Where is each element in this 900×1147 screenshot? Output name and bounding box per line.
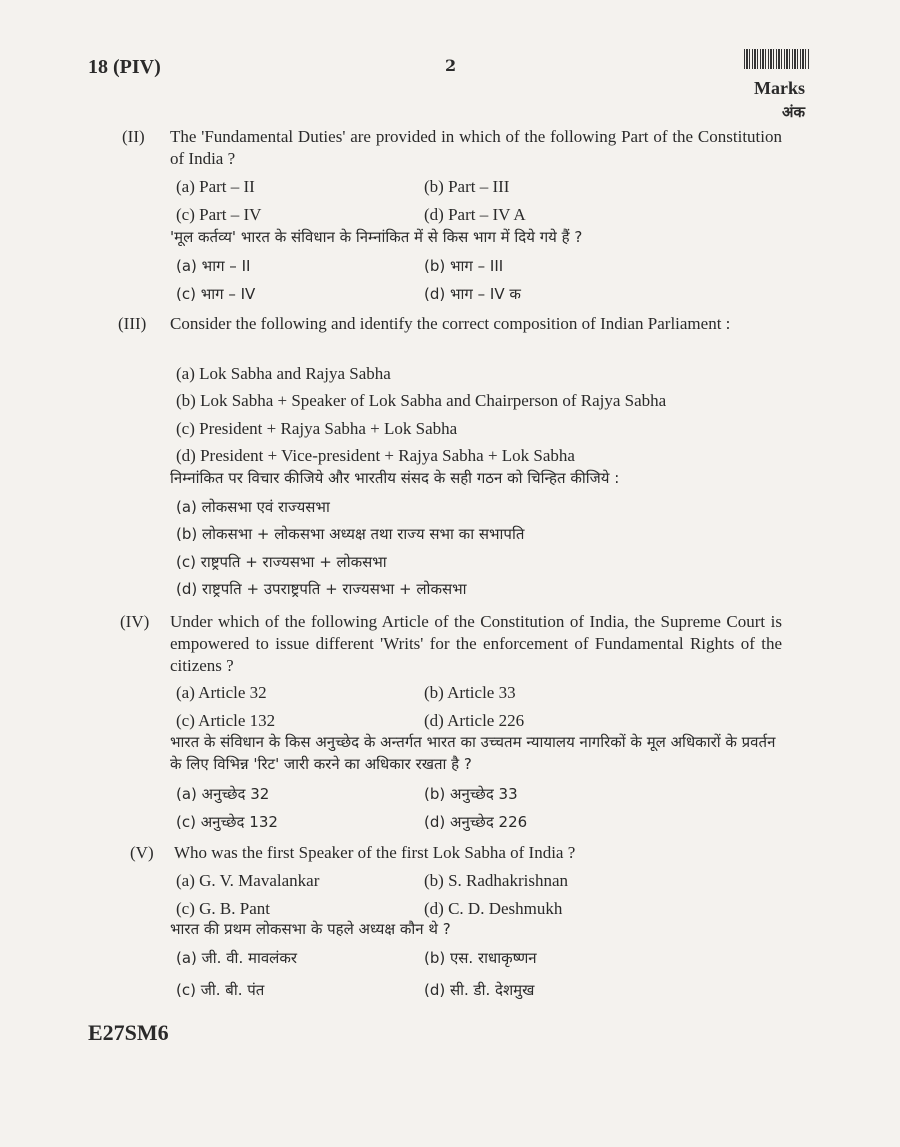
option-en: (d) President + Vice-president + Rajya Sabha + Lok Sabha — [176, 446, 575, 465]
question-number: (III) — [118, 314, 147, 333]
option-en: (a) Lok Sabha and Rajya Sabha — [176, 364, 391, 383]
question-text-hi: निम्नांकित पर विचार कीजिये और भारतीय संसद के सही गठन को चिन्हित कीजिये : — [170, 469, 620, 487]
question-text-hi: भारत की प्रथम लोकसभा के पहले अध्यक्ष कौन थे ? — [170, 920, 451, 938]
option-hi: (c) जी. बी. पंत — [176, 981, 265, 999]
option-hi: (a) भाग – II — [176, 257, 251, 275]
option-en: (d) Part – IV A — [424, 205, 526, 224]
question-number: (II) — [122, 127, 145, 146]
marks-label-hi: अंक — [782, 103, 805, 121]
question-text-en: Under which of the following Article of the Constitution of India, the Supreme Court is empowered to issue different 'Writs' for the enforcement of Fundamental Rights of the citizens ? — [170, 612, 782, 675]
option-en: (a) Part – II — [176, 177, 255, 196]
question-number: (IV) — [120, 612, 150, 631]
option-en: (a) G. V. Mavalankar — [176, 871, 320, 890]
option-en: (c) Part – IV — [176, 205, 262, 224]
option-hi: (d) अनुच्छेद 226 — [424, 813, 528, 831]
option-hi: (a) लोकसभा एवं राज्यसभा — [176, 498, 330, 516]
question-text-hi: भारत के संविधान के किस अनुच्छेद के अन्तर्गत भारत का उच्चतम न्यायालय नागरिकों के मूल अधिकारों के प्रवर्तन के लिए विभिन्न 'रिट' जारी करने का अधिकार रखता है ? — [170, 733, 776, 773]
option-en: (b) Part – III — [424, 177, 510, 196]
question-text-en: Who was the first Speaker of the first Lok Sabha of India ? — [174, 843, 576, 862]
option-hi: (a) अनुच्छेद 32 — [176, 785, 270, 803]
option-hi: (a) जी. वी. मावलंकर — [176, 949, 297, 967]
option-hi: (b) अनुच्छेद 33 — [424, 785, 518, 803]
option-hi: (b) भाग – III — [424, 257, 504, 275]
option-en: (d) C. D. Deshmukh — [424, 899, 563, 918]
option-hi: (b) लोकसभा + लोकसभा अध्यक्ष तथा राज्य सभा का सभापति — [176, 525, 525, 543]
option-hi: (d) सी. डी. देशमुख — [424, 981, 535, 999]
question-text-en: The 'Fundamental Duties' are provided in which of the following Part of the Constitution of India ? — [170, 127, 782, 168]
option-en: (c) G. B. Pant — [176, 899, 270, 918]
barcode-icon — [744, 49, 810, 69]
page-number: 2 — [445, 56, 457, 75]
option-en: (b) Article 33 — [424, 683, 516, 702]
option-hi: (b) एस. राधाकृष्णन — [424, 949, 537, 967]
option-hi: (c) राष्ट्रपति + राज्यसभा + लोकसभा — [176, 553, 387, 571]
marks-label-en: Marks — [754, 78, 805, 98]
question-number: (V) — [130, 843, 154, 862]
option-en: (c) Article 132 — [176, 711, 276, 730]
option-hi: (c) अनुच्छेद 132 — [176, 813, 278, 831]
option-hi: (d) राष्ट्रपति + उपराष्ट्रपति + राज्यसभा + लोकसभा — [176, 580, 467, 598]
option-en: (c) President + Rajya Sabha + Lok Sabha — [176, 419, 458, 438]
option-hi: (c) भाग – IV — [176, 285, 256, 303]
option-en: (a) Article 32 — [176, 683, 267, 702]
option-en: (b) Lok Sabha + Speaker of Lok Sabha and Chairperson of Rajya Sabha — [176, 391, 667, 410]
paper-code: 18 (PIV) — [88, 56, 161, 78]
question-text-hi: 'मूल कर्तव्य' भारत के संविधान के निम्नांकित में से किस भाग में दिये गये हैं ? — [170, 228, 583, 246]
option-hi: (d) भाग – IV क — [424, 285, 521, 303]
footer-code: E27SM6 — [88, 1020, 169, 1045]
question-text-en: Consider the following and identify the correct composition of Indian Parliament : — [170, 314, 731, 333]
option-en: (b) S. Radhakrishnan — [424, 871, 569, 890]
option-en: (d) Article 226 — [424, 711, 525, 730]
